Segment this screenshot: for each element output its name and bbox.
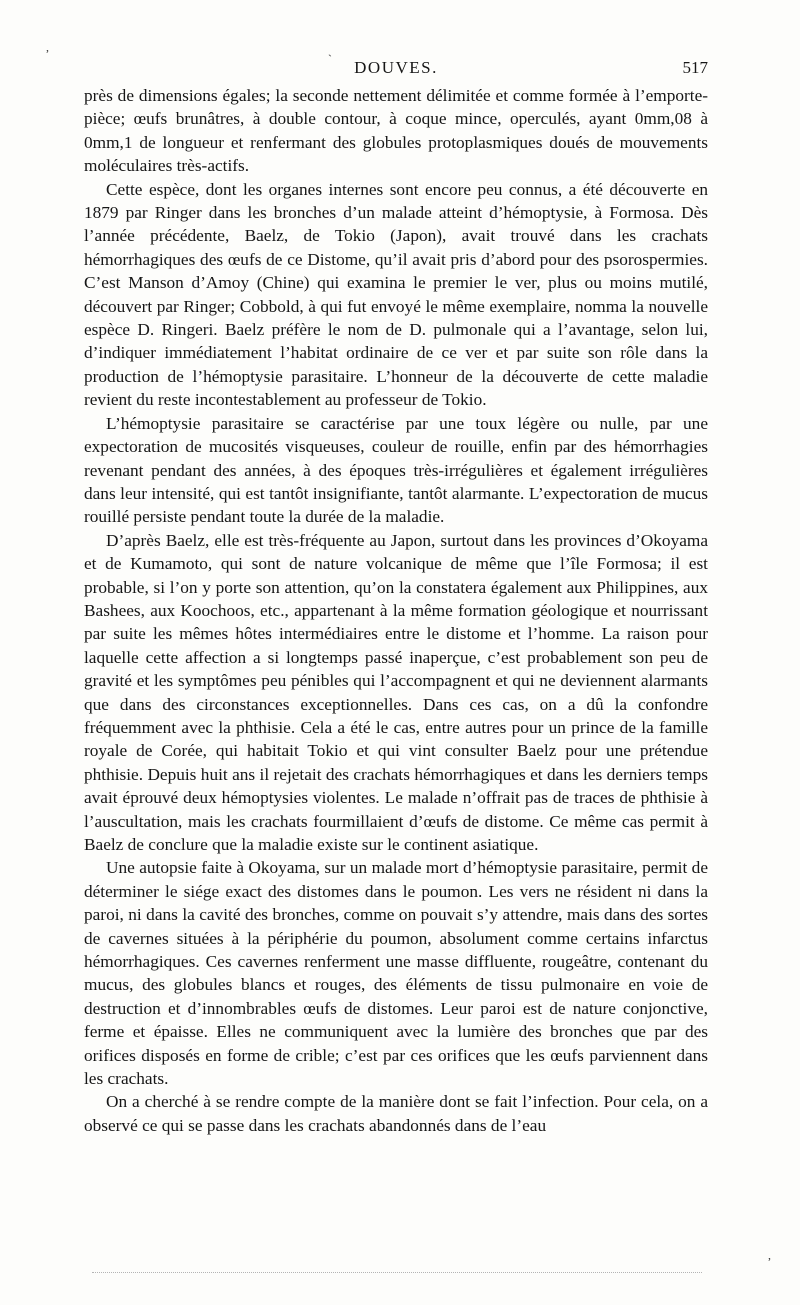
- print-speck: ,: [46, 40, 49, 54]
- print-speck: ,: [768, 1248, 771, 1262]
- page-number: 517: [682, 58, 708, 77]
- running-title: DOUVES.: [354, 58, 438, 77]
- paragraph: près de dimensions égales; la seconde nettement délimitée et comme formée à l’emporte-pièce; œufs brunâtres, à double contour, à coque mince, operculés, ayant 0mm,08 à 0mm,1 de longueur et renfermant des globules protoplasmiques doués de mouvements moléculaires très-actifs.: [84, 86, 708, 176]
- paragraph: L’hémoptysie parasitaire se caractérise par une toux légère ou nulle, par une expectoration de mucosités visqueuses, couleur de rouille, enfin par des hémorrhagies revenant pendant des années, à des époques très-irrégulières et également irrégulières dans leur intensité, qui est tantôt insignifiante, tantôt alarmante. L’expectoration de mucus rouillé persiste pendant toute la durée de la maladie.: [84, 413, 708, 527]
- paragraph: On a cherché à se rendre compte de la manière dont se fait l’infection. Pour cela, on a observé ce qui se passe dans les crachats abandonnés dans de l’eau: [84, 1092, 708, 1135]
- paragraph: Cette espèce, dont les organes internes sont encore peu connus, a été découverte en 1879 par Ringer dans les bronches d’un malade atteint d’hémoptysie, à Formosa. Dès l’année précédente, Baelz, de Tokio (Japon), avait trouvé dans les crachats hémorrhagiques des œufs de ce Distome, qu’il avait pris d’abord pour des psorospermies. C’est Manson d’Amoy (Chine) qui examina le premier le ver, plus ou moins mutilé, découvert par Ringer; Cobbold, à qui fut envoyé le même exemplaire, nomma la nouvelle espèce D. Ringeri. Baelz préfère le nom de D. pulmonale qui a l’avantage, selon lui, d’indiquer immédiatement l’habitat ordinaire de ce ver et par suite son rôle dans la production de l’hémoptysie parasitaire. L’honneur de la découverte de cette maladie revient du reste incontestablement au professeur de Tokio.: [84, 179, 708, 410]
- bottom-bleed-through-line: [92, 1272, 702, 1274]
- print-speck: `: [328, 52, 332, 66]
- paragraph: D’après Baelz, elle est très-fréquente au Japon, surtout dans les provinces d’Okoyama et de Kumamoto, qui sont de nature volcanique de même que l’île Formosa; il est probable, si l’on y porte son attention, qu’on la constatera également aux Philippines, aux Bashees, aux Koochoos, etc., appartenant à la même formation géologique et nourrissant par suite les mêmes hôtes intermédiaires entre le distome et l’homme. La raison pour laquelle cette affection a si longtemps passé inaperçue, c’est probablement son peu de gravité et les symptômes peu pénibles qui l’accompagnent et qui ne deviennent alarmants que dans des circonstances exceptionnelles. Dans ces cas, on a dû la confondre fréquemment avec la phthisie. Cela a été le cas, entre autres pour un prince de la famille royale de Corée, qui habitait Tokio et qui vint consulter Baelz pour une prétendue phthisie. Depuis huit ans il rejetait des crachats hémorrhagiques et dans les derniers temps avait éprouvé deux hémoptysies violentes. Le malade n’offrait pas de traces de phthisie à l’auscultation, mais les crachats fourmillaient d’œufs de distome. Ce même cas permit à Baelz de conclure que la maladie existe sur le continent asiatique.: [84, 530, 708, 854]
- body-text: [84, 84, 708, 1137]
- paragraph: Une autopsie faite à Okoyama, sur un malade mort d’hémoptysie parasitaire, permit de déterminer le siége exact des distomes dans le poumon. Les vers ne résident ni dans la paroi, ni dans la cavité des bronches, comme on pouvait s’y attendre, mais dans des sortes de cavernes situées à la périphérie du poumon, absolument comme certains infarctus hémorrhagiques. Ces cavernes renferment une masse diffluente, rougeâtre, contenant du mucus, des globules blancs et rouges, des éléments de tissu pulmonaire en voie de destruction et d’innombrables œufs de distomes. Leur paroi est de nature conjonctive, ferme et épaisse. Elles ne communiquent avec la lumière des bronches que par des orifices disposés en forme de crible; c’est par ces orifices que les œufs parviennent dans les crachats.: [84, 858, 708, 1089]
- running-head: [84, 58, 708, 82]
